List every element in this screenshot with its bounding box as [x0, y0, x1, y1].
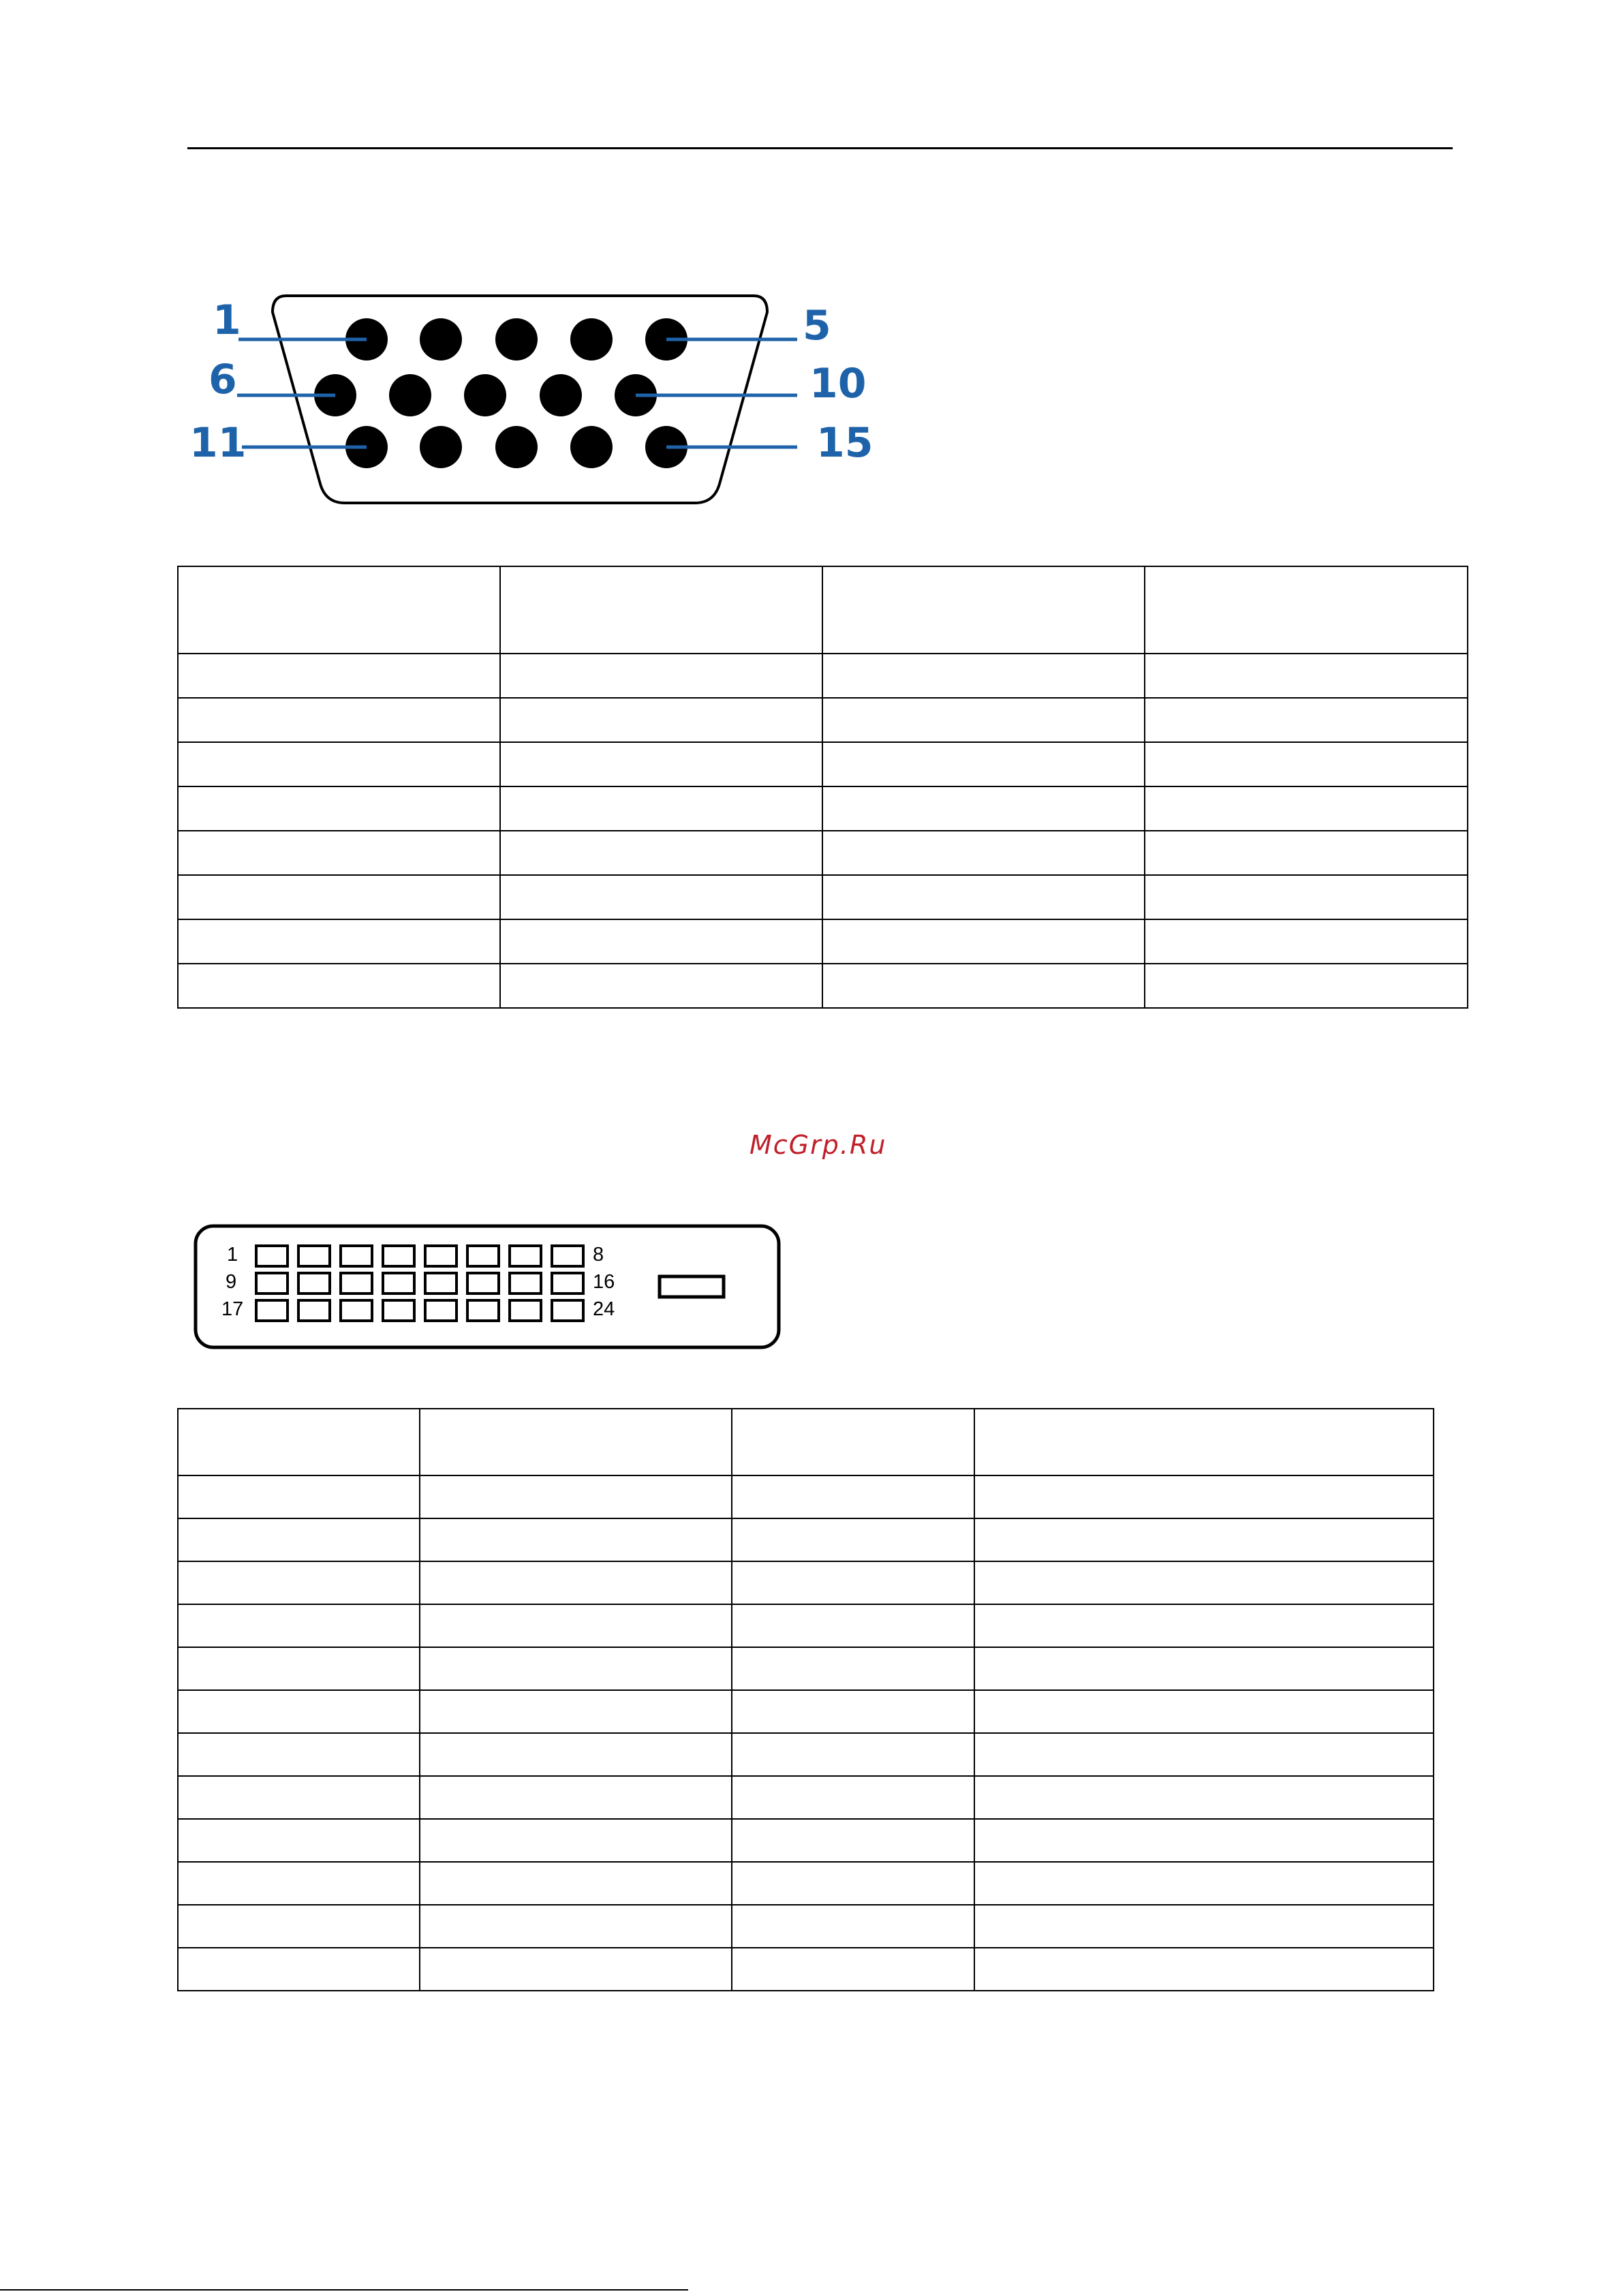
dvi-pin-10 [298, 1273, 330, 1294]
vga-table-cell [1145, 566, 1468, 654]
vga-table-cell [822, 786, 1145, 831]
dvi-table-cell [974, 1475, 1434, 1518]
vga-table-cell [500, 742, 822, 786]
dvi-pin-13 [425, 1273, 457, 1294]
dvi-label-17: 17 [221, 1298, 244, 1320]
watermark: McGrp.Ru [749, 1130, 887, 1160]
dvi-table-cell [974, 1948, 1434, 1991]
dvi-pin-12 [383, 1273, 414, 1294]
vga-table-cell [1145, 654, 1468, 698]
vga-table-cell [178, 566, 500, 654]
header-rule [187, 147, 1453, 149]
dvi-table-cell [178, 1690, 420, 1733]
dvi-label-24: 24 [593, 1298, 615, 1320]
vga-pin-7 [389, 374, 431, 416]
dvi-table-cell [420, 1518, 732, 1561]
vga-pin-4 [570, 318, 613, 361]
dvi-pin-3 [341, 1246, 372, 1266]
vga-table-cell [500, 919, 822, 964]
dvi-table-cell [732, 1905, 974, 1948]
vga-table-cell [1145, 698, 1468, 742]
vga-pin-9 [540, 374, 582, 416]
dvi-table-cell [420, 1647, 732, 1690]
vga-pin-12 [420, 426, 462, 468]
vga-table-cell [178, 919, 500, 964]
dvi-table-cell [974, 1690, 1434, 1733]
vga-table-row [178, 654, 1468, 698]
dvi-table-cell [732, 1690, 974, 1733]
dvi-table-cell [732, 1475, 974, 1518]
vga-table-cell [178, 654, 500, 698]
dvi-table-cell [732, 1776, 974, 1819]
dvi-table-row [178, 1475, 1434, 1518]
dvi-table-cell [732, 1518, 974, 1561]
dvi-table-cell [178, 1819, 420, 1862]
vga-table-header-row [178, 566, 1468, 654]
dvi-table-cell [974, 1518, 1434, 1561]
vga-label-10: 10 [809, 360, 867, 408]
vga-table-cell [1145, 964, 1468, 1008]
dvi-table-cell [732, 1862, 974, 1905]
dvi-table-row [178, 1733, 1434, 1776]
dvi-pin-2 [298, 1246, 330, 1266]
dvi-table-cell [974, 1647, 1434, 1690]
dvi-pin-4 [383, 1246, 414, 1266]
dvi-table-row [178, 1647, 1434, 1690]
dvi-pin-16 [552, 1273, 583, 1294]
vga-table-cell [822, 654, 1145, 698]
dvi-table-cell [974, 1561, 1434, 1604]
dvi-table-row [178, 1819, 1434, 1862]
vga-label-5: 5 [803, 302, 831, 350]
vga-table-cell [822, 566, 1145, 654]
vga-table-cell [822, 698, 1145, 742]
dvi-pin-23 [510, 1300, 541, 1321]
footer-rule [0, 2289, 688, 2291]
vga-table-row [178, 875, 1468, 919]
vga-table-row [178, 964, 1468, 1008]
vga-table-cell [178, 742, 500, 786]
dvi-table-cell [420, 1475, 732, 1518]
vga-table-row [178, 742, 1468, 786]
dvi-table-cell [420, 1948, 732, 1991]
dvi-pin-22 [467, 1300, 499, 1321]
dvi-label-8: 8 [593, 1244, 604, 1266]
vga-label-6: 6 [208, 356, 237, 403]
dvi-table-cell [178, 1862, 420, 1905]
dvi-table-cell [420, 1819, 732, 1862]
vga-label-1: 1 [213, 296, 241, 344]
dvi-pin-5 [425, 1246, 457, 1266]
dvi-pin-9 [256, 1273, 288, 1294]
dvi-table-row [178, 1518, 1434, 1561]
vga-table-row [178, 786, 1468, 831]
dvi-pin-7 [510, 1246, 541, 1266]
vga-pin-14 [570, 426, 613, 468]
dvi-table-cell [178, 1561, 420, 1604]
dvi-table-header-row [178, 1409, 1434, 1475]
vga-table-row [178, 698, 1468, 742]
dvi-table-cell [974, 1862, 1434, 1905]
dvi-table-cell [178, 1905, 420, 1948]
dvi-connector-diagram [193, 1223, 792, 1360]
vga-table-cell [1145, 742, 1468, 786]
vga-pin-8 [464, 374, 506, 416]
dvi-table-cell [178, 1776, 420, 1819]
vga-table-cell [500, 698, 822, 742]
vga-table-cell [822, 964, 1145, 1008]
dvi-pin-table [177, 1408, 1434, 1991]
dvi-pin-18 [298, 1300, 330, 1321]
dvi-table-cell [178, 1409, 420, 1475]
dvi-table-row [178, 1776, 1434, 1819]
vga-table-cell [1145, 786, 1468, 831]
dvi-table-row [178, 1690, 1434, 1733]
dvi-table-cell [420, 1776, 732, 1819]
vga-table-cell [500, 831, 822, 875]
vga-connector-diagram [184, 286, 874, 518]
vga-pin-13 [495, 426, 538, 468]
dvi-pin-6 [467, 1246, 499, 1266]
dvi-table-cell [420, 1862, 732, 1905]
dvi-pin-14 [467, 1273, 499, 1294]
dvi-table-row [178, 1561, 1434, 1604]
vga-table-cell [500, 964, 822, 1008]
vga-table-cell [500, 786, 822, 831]
dvi-table-cell [178, 1733, 420, 1776]
dvi-table-cell [420, 1905, 732, 1948]
vga-table-cell [822, 831, 1145, 875]
vga-table-cell [822, 875, 1145, 919]
vga-table-cell [1145, 919, 1468, 964]
dvi-table-cell [732, 1604, 974, 1647]
dvi-label-16: 16 [593, 1271, 615, 1293]
dvi-table-row [178, 1948, 1434, 1991]
dvi-table-cell [732, 1561, 974, 1604]
vga-pin-3 [495, 318, 538, 361]
vga-table-cell [500, 654, 822, 698]
dvi-table-cell [974, 1733, 1434, 1776]
dvi-table-cell [178, 1475, 420, 1518]
dvi-table-cell [178, 1647, 420, 1690]
dvi-table-row [178, 1862, 1434, 1905]
dvi-table-cell [420, 1733, 732, 1776]
vga-table-cell [500, 566, 822, 654]
dvi-table-cell [974, 1819, 1434, 1862]
vga-table-cell [178, 875, 500, 919]
dvi-pin-17 [256, 1300, 288, 1321]
dvi-pin-21 [425, 1300, 457, 1321]
dvi-table-row [178, 1604, 1434, 1647]
dvi-table-cell [178, 1948, 420, 1991]
vga-pin-2 [420, 318, 462, 361]
vga-label-11: 11 [189, 419, 247, 467]
dvi-pin-24 [552, 1300, 583, 1321]
dvi-table-cell [732, 1819, 974, 1862]
dvi-table-cell [974, 1905, 1434, 1948]
dvi-table-cell [732, 1733, 974, 1776]
dvi-table-cell [420, 1409, 732, 1475]
dvi-table-cell [974, 1604, 1434, 1647]
dvi-table-cell [732, 1948, 974, 1991]
dvi-pin-20 [383, 1300, 414, 1321]
vga-pin-table [177, 566, 1468, 1009]
vga-table-cell [178, 831, 500, 875]
dvi-pin-15 [510, 1273, 541, 1294]
vga-table-cell [178, 698, 500, 742]
dvi-pin-1 [256, 1246, 288, 1266]
dvi-table-cell [974, 1409, 1434, 1475]
dvi-label-1: 1 [227, 1244, 238, 1266]
vga-table-cell [1145, 831, 1468, 875]
dvi-pin-8 [552, 1246, 583, 1266]
dvi-pin-11 [341, 1273, 372, 1294]
vga-table-cell [1145, 875, 1468, 919]
dvi-pin-19 [341, 1300, 372, 1321]
vga-table-cell [178, 786, 500, 831]
vga-table-row [178, 831, 1468, 875]
dvi-label-9: 9 [226, 1271, 237, 1293]
vga-table-cell [178, 964, 500, 1008]
dvi-table-cell [732, 1409, 974, 1475]
dvi-ground-blade [660, 1276, 724, 1297]
dvi-table-cell [420, 1561, 732, 1604]
vga-table-row [178, 919, 1468, 964]
dvi-table-cell [974, 1776, 1434, 1819]
vga-table-cell [500, 875, 822, 919]
dvi-table-cell [178, 1604, 420, 1647]
vga-table-cell [822, 742, 1145, 786]
vga-label-15: 15 [816, 419, 874, 467]
vga-table-cell [822, 919, 1145, 964]
dvi-table-cell [420, 1604, 732, 1647]
dvi-table-cell [178, 1518, 420, 1561]
dvi-table-cell [420, 1690, 732, 1733]
dvi-table-row [178, 1905, 1434, 1948]
dvi-table-cell [732, 1647, 974, 1690]
